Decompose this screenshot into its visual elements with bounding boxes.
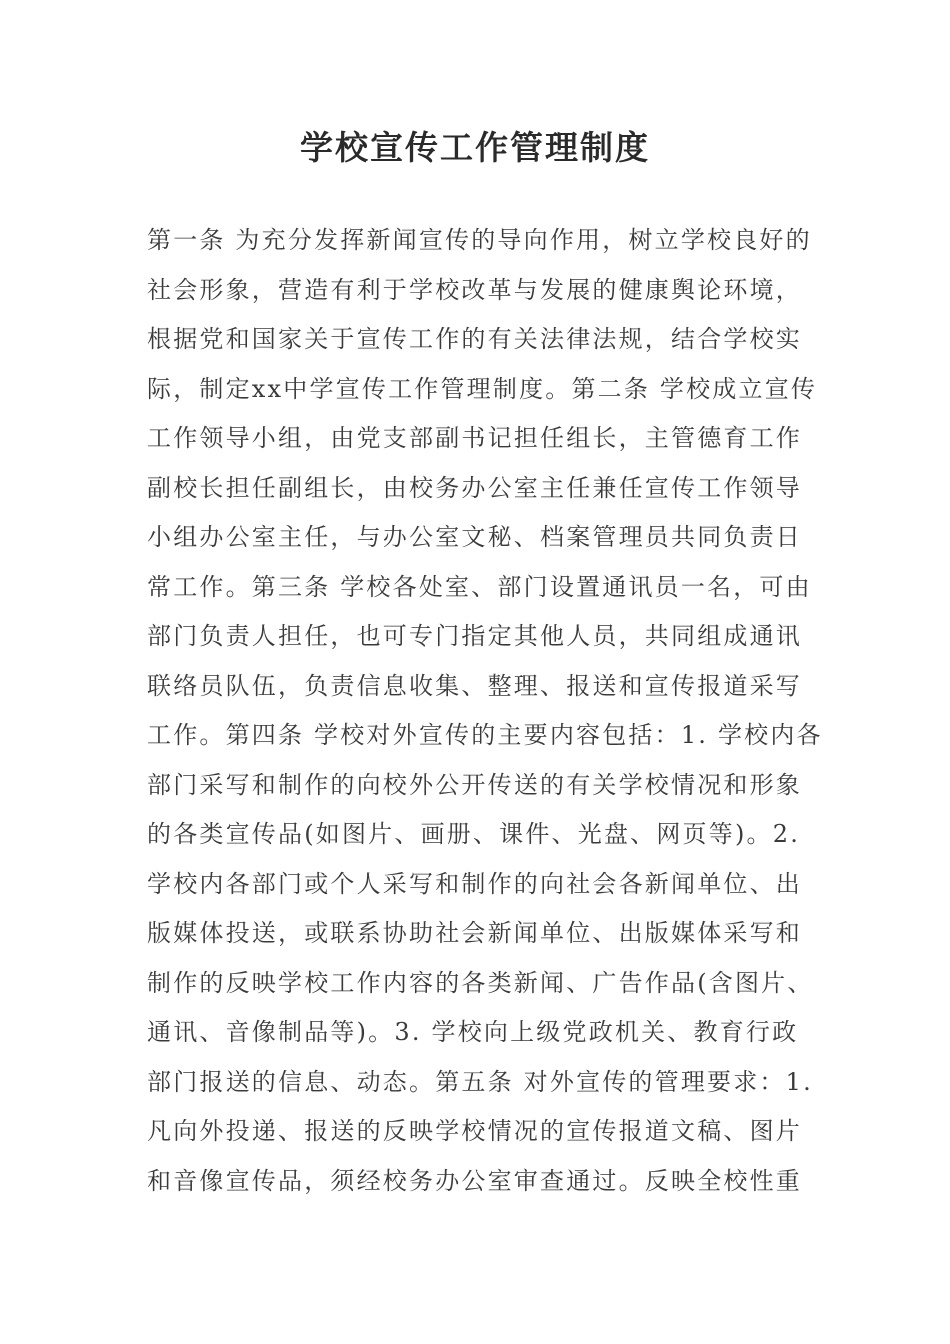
document-body <box>147 216 827 1206</box>
body-line: 部门负责人担任，也可专门指定其他人员，共同组成通讯 <box>147 622 802 650</box>
body-line: 部门采写和制作的向校外公开传送的有关学校情况和形象 <box>147 770 802 799</box>
body-line: 社会形象，营造有利于学校改革与发展的健康舆论环境， <box>147 275 802 304</box>
body-line: 制作的反映学校工作内容的各类新闻、广告作品(含图片、 <box>147 968 814 997</box>
body-line: 部门报送的信息、动态。第五条 对外宣传的管理要求：1. <box>147 1067 813 1096</box>
body-line: 工作领导小组，由党支部副书记担任组长，主管德育工作 <box>147 424 802 452</box>
body-line: 联络员队伍，负责信息收集、整理、报送和宣传报道采写 <box>147 671 802 700</box>
body-line: 通讯、音像制品等)。3. 学校向上级党政机关、教育行政 <box>147 1018 799 1046</box>
body-line: 工作。第四条 学校对外宣传的主要内容包括：1. 学校内各 <box>147 721 823 749</box>
body-line: 际，制定xx中学宣传工作管理制度。第二条 学校成立宣传 <box>147 374 818 403</box>
body-line: 副校长担任副组长，由校务办公室主任兼任宣传工作领导 <box>147 473 802 502</box>
body-line: 根据党和国家关于宣传工作的有关法律法规，结合学校实 <box>147 325 802 353</box>
body-line: 小组办公室主任，与办公室文秘、档案管理员共同负责日 <box>147 523 802 551</box>
body-line: 常工作。第三条 学校各处室、部门设置通讯员一名，可由 <box>147 572 812 601</box>
body-line: 版媒体投送，或联系协助社会新闻单位、出版媒体采写和 <box>147 919 802 947</box>
body-line: 的各类宣传品(如图片、画册、课件、光盘、网页等)。2. <box>147 820 801 848</box>
body-line: 凡向外投递、报送的反映学校情况的宣传报道文稿、图片 <box>147 1117 802 1145</box>
body-line: 第一条 为充分发挥新闻宣传的导向作用，树立学校良好的 <box>147 226 812 254</box>
body-line: 学校内各部门或个人采写和制作的向社会各新闻单位、出 <box>147 869 802 898</box>
body-line: 和音像宣传品，须经校务办公室审查通过。反映全校性重 <box>147 1166 802 1195</box>
document-title: 学校宣传工作管理制度 <box>300 128 650 167</box>
